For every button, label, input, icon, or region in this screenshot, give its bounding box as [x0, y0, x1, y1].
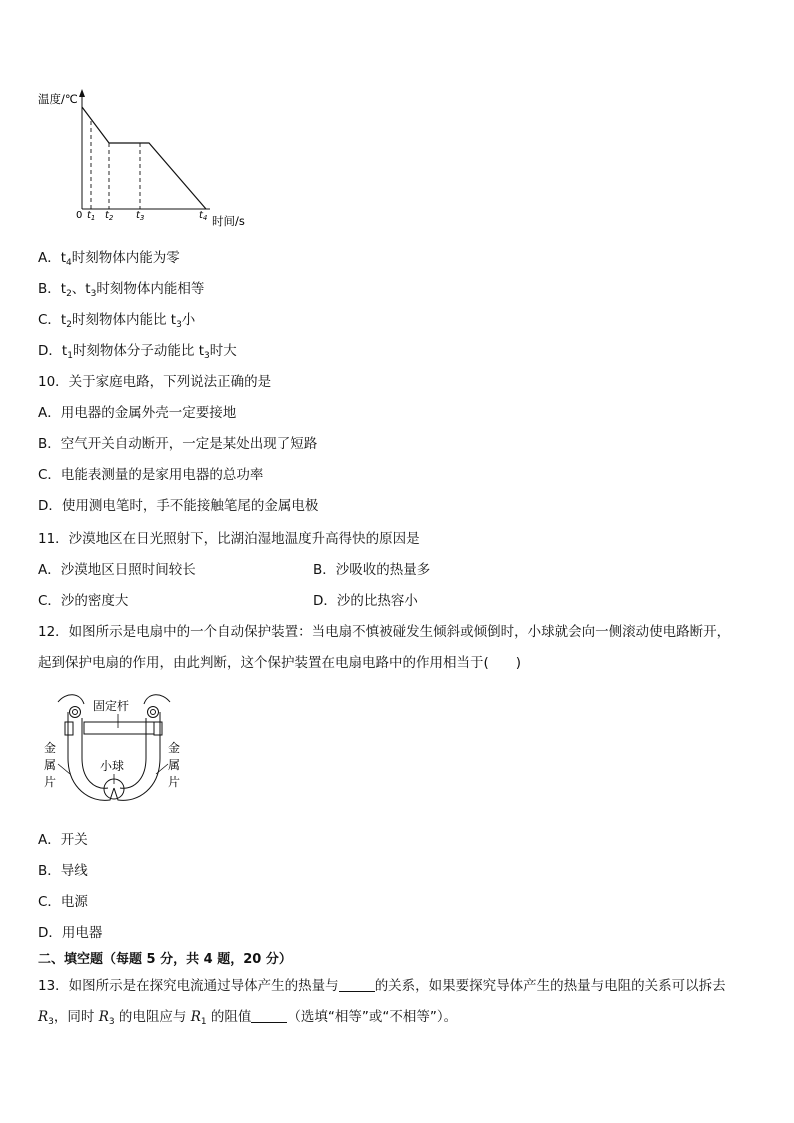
- q12-option-c[interactable]: C．电源: [38, 894, 88, 910]
- left-sheet-label-1: 金: [44, 741, 57, 755]
- q12-stem-line1: 12．如图所示是电扇中的一个自动保护装置：当电扇不慎被碰发生倾斜或倾倒时，小球就会向一侧滚动使电路断开，: [38, 624, 731, 640]
- left-wire: [58, 695, 84, 704]
- q13-blank-2[interactable]: [251, 1008, 287, 1023]
- left-metal-sheet: [68, 712, 114, 800]
- q10-option-b[interactable]: B．空气开关自动断开，一定是某处出现了短路: [38, 436, 318, 452]
- q11-option-a[interactable]: A．沙漠地区日照时间较长: [38, 562, 196, 578]
- graph-tick-t4: $t_4$: [199, 210, 208, 222]
- q13-line2: $R_3$，同时 $R_3$ 的电阻应与 $R_1$ 的阻值 （选填“相等”或“不相等”）。: [38, 1009, 458, 1027]
- fixed-rod: [84, 722, 154, 734]
- right-sheet-label-1: 金: [168, 741, 181, 755]
- q11-stem: 11．沙漠地区在日光照射下，比湖泊湿地温度升高得快的原因是: [38, 531, 420, 547]
- q12-option-a[interactable]: A．开关: [38, 832, 88, 848]
- rod-label: 固定杆: [93, 699, 130, 713]
- ball-label: 小球: [100, 759, 125, 773]
- graph-tick-t1: $t_1$: [87, 210, 96, 222]
- graph-x-label: 时间/s: [212, 214, 245, 228]
- right-clamp: [154, 722, 162, 735]
- q9-option-d[interactable]: D．$t_1$时刻物体分子动能比 $t_3$时大: [38, 343, 237, 361]
- right-screw: [148, 707, 159, 718]
- section-2-header: 二、填空题（每题 5 分，共 4 题，20 分）: [38, 952, 292, 967]
- right-screw-core: [151, 710, 156, 715]
- q9-option-a[interactable]: A．$t_4$时刻物体内能为零: [38, 250, 180, 268]
- q10-option-a[interactable]: A．用电器的金属外壳一定要接地: [38, 405, 237, 421]
- right-wire: [144, 695, 170, 704]
- left-clamp: [65, 722, 73, 735]
- right-metal-sheet-inner: [120, 718, 146, 788]
- graph-y-label: 温度/℃: [38, 92, 78, 106]
- right-metal-sheet: [114, 712, 160, 800]
- left-metal-sheet-inner: [82, 718, 108, 788]
- q10-option-c[interactable]: C．电能表测量的是家用电器的总功率: [38, 467, 264, 483]
- graph-tick-t2: $t_2$: [105, 210, 114, 222]
- q13-blank-1[interactable]: [339, 977, 375, 992]
- graph-tick-t3: $t_3$: [136, 210, 145, 222]
- graph-origin: 0: [76, 210, 83, 221]
- q11-option-c[interactable]: C．沙的密度大: [38, 593, 129, 609]
- left-sheet-label-3: 片: [44, 775, 57, 789]
- temperature-time-graph: [30, 85, 260, 235]
- q12-option-b[interactable]: B．导线: [38, 863, 88, 879]
- right-sheet-label-2: 属: [168, 758, 181, 772]
- q12-stem-line2: 起到保护电扇的作用，由此判断，这个保护装置在电扇电路中的作用相当于( ): [38, 655, 522, 671]
- right-sheet-leader: [156, 764, 168, 774]
- q12-option-d[interactable]: D．用电器: [38, 925, 103, 941]
- right-sheet-label-3: 片: [168, 775, 181, 789]
- q11-option-b[interactable]: B．沙吸收的热量多: [313, 562, 431, 578]
- q10-stem: 10．关于家庭电路，下列说法正确的是: [38, 374, 272, 390]
- graph-curve: [82, 107, 206, 209]
- q10-option-d[interactable]: D．使用测电笔时，手不能接触笔尾的金属电极: [38, 498, 319, 514]
- left-sheet-label-2: 属: [44, 758, 57, 772]
- left-screw-core: [73, 710, 78, 715]
- q9-option-c[interactable]: C．$t_2$时刻物体内能比 $t_3$小: [38, 312, 196, 330]
- q13-line1: 13．如图所示是在探究电流通过导体产生的热量与 的关系，如果要探究导体产生的热量与电阻的关系可以拆去: [38, 978, 726, 994]
- graph-y-arrow: [79, 89, 85, 97]
- q11-option-d[interactable]: D．沙的比热容小: [313, 593, 418, 609]
- protection-device-figure: [40, 688, 200, 813]
- q9-option-b[interactable]: B．$t_2$、$t_3$时刻物体内能相等: [38, 281, 205, 299]
- left-screw: [70, 707, 81, 718]
